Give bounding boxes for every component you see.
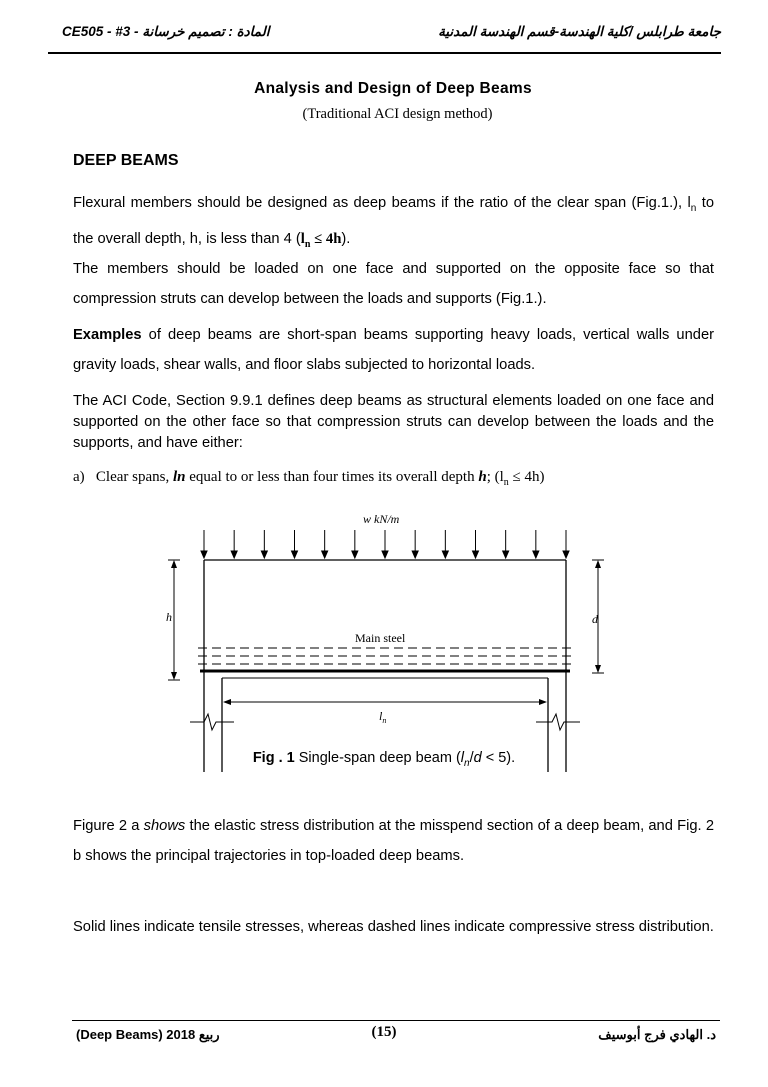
list-item-a: a) Clear spans, ln equal to or less than four times its overall depth h; $(l_n \le 4h)$ <box>73 469 545 488</box>
load-arrow-head <box>442 551 448 558</box>
load-arrow-head <box>201 551 207 558</box>
paragraph-line-legend: Solid lines indicate tensile stresses, whereas dashed lines indicate compressive stress distribution. <box>73 919 714 935</box>
load-arrow-head <box>292 551 298 558</box>
load-arrow-head <box>473 551 479 558</box>
header-rule <box>48 52 721 54</box>
load-arrow-head <box>533 551 539 558</box>
deep-beam-figure <box>150 508 620 778</box>
load-arrow-head <box>322 551 328 558</box>
load-arrow-head <box>382 551 388 558</box>
load-arrow-head <box>352 551 358 558</box>
paragraph-examples: Examples of deep beams are short-span beams supporting heavy loads, vertical walls under gravity loads, shear walls, and floor slabs subjected to horizontal loads. <box>73 327 714 373</box>
page-number: (15) <box>371 1024 397 1040</box>
load-arrow-head <box>231 551 237 558</box>
figure-caption: Fig . 1 Single-span deep beam $(l_n/d < 5)$. <box>252 750 516 769</box>
footer-rule <box>72 1020 720 1021</box>
load-arrows <box>201 530 569 558</box>
paragraph-stress-distribution: Figure 2 a shows the elastic stress distribution at the misspend section of a deep beam, and Fig. 2 b shows the principal trajectories in top-loaded deep beams. <box>73 818 714 864</box>
page-title: Analysis and Design of Deep Beams <box>254 80 532 97</box>
university-department: جامعة طرابلس /كلية الهندسة-قسم الهندسة المدنية <box>438 24 721 39</box>
load-arrow-head <box>261 551 267 558</box>
page-subtitle: (Traditional ACI design method) <box>302 106 493 122</box>
course-code: CE505 - #3 - المادة : تصميم خرسانة <box>62 24 270 39</box>
d-label: d <box>592 612 598 626</box>
load-arrow-head <box>503 551 509 558</box>
load-label: w kN/m <box>363 512 400 526</box>
ln-label: $l_n$ <box>379 709 387 725</box>
load-arrow-head <box>563 551 569 558</box>
section-heading: DEEP BEAMS <box>73 152 179 169</box>
page-header <box>62 24 721 44</box>
paragraph-definition: Flexural members should be designed as deep beams if the ratio of the clear span (Fig.1.), $l_n$ to the overall depth, h, is less than 4 $(l_n \le 4h)$. <box>73 195 714 250</box>
right-break-mark <box>536 714 580 730</box>
paragraph-aci-code: The ACI Code, Section 9.9.1 defines deep beams as structural elements loaded on one face and supported on the other face so that compression struts can develop between the loads and the supports, and have either: <box>73 393 714 451</box>
main-steel-label: Main steel <box>355 631 406 645</box>
h-label: h <box>166 610 172 624</box>
footer-left: (Deep Beams) 2018 ربيع <box>76 1027 220 1042</box>
load-arrow-head <box>412 551 418 558</box>
paragraph-loading: The members should be loaded on one face and supported on the opposite face so that compression struts can develop between the loads and supports (Fig.1.). <box>73 261 714 307</box>
footer-author: د. الهادي فرج أبوسيف <box>598 1027 716 1042</box>
left-break-mark <box>190 714 234 730</box>
